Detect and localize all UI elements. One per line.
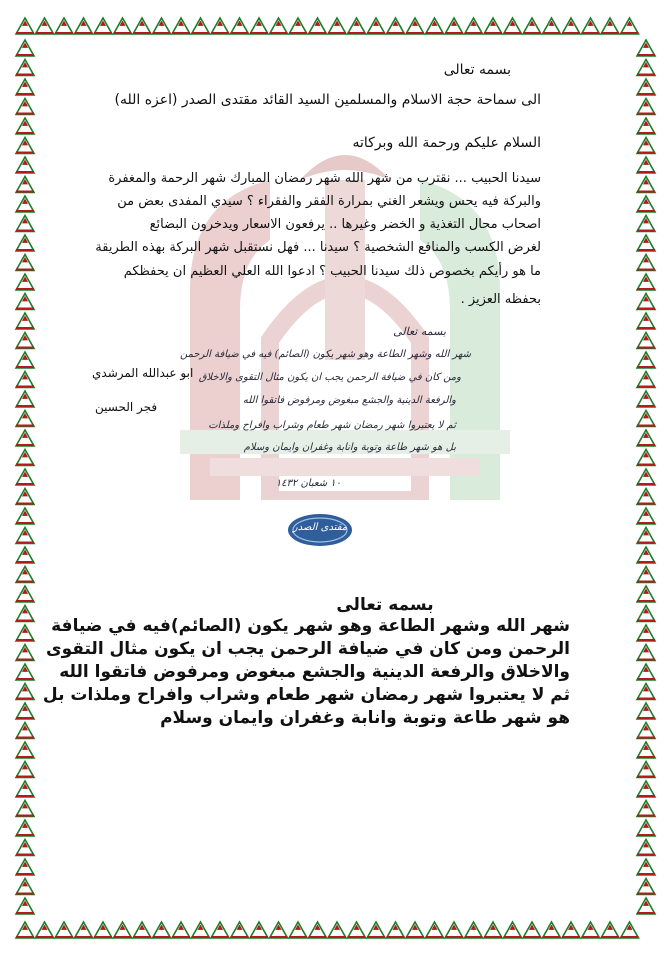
- handwritten-line: شهر الله وشهر الطاعة وهو شهر يكون (الصائم) فيه في ضيافة الرحمن: [180, 349, 471, 360]
- letter-greeting: السلام عليكم ورحمة الله وبركاته: [352, 135, 541, 151]
- transcription-line: شهر الله وشهر الطاعة وهو شهر يكون (الصائم)فيه في ضيافة: [51, 616, 570, 636]
- transcription-line: ثم لا يعتبروا شهر رمضان شهر طعام وشراب وافراح وملذات بل: [42, 685, 570, 705]
- handwritten-date: ١٠ شعبان ١٤٣٢: [275, 478, 341, 489]
- decorative-border-top: [14, 14, 657, 36]
- decorative-border-right: [635, 14, 657, 944]
- transcription-line: والاخلاق والرفعة الدينية والجشع مبغوض ومرفوض فاتقوا الله: [59, 662, 570, 682]
- author-place: فجر الحسين: [95, 400, 158, 414]
- author-name: ابو عبدالله المرشدي: [92, 366, 194, 380]
- letter-body-line: سيدنا الحبيب ... نقترب من شهر الله شهر رمضان المبارك شهر الرحمة والمغفرة: [108, 171, 541, 186]
- decorative-border-left: [14, 14, 36, 944]
- letter-body-line: والبركة فيه يحس ويشعر الغني بمرارة الفقر والفقراء ؟ سيدي المفدى بعض من: [117, 194, 541, 209]
- letter-addressee: الى سماحة حجة الاسلام والمسلمين السيد القائد مقتدى الصدر (اعزه الله): [114, 92, 541, 108]
- letter-basmala: بسمه تعالى: [443, 62, 511, 78]
- handwritten-title: بسمه تعالى: [393, 325, 446, 338]
- letter-body-line: لغرض الكسب والمنافع الشخصية ؟ سيدنا ... فهل نستقبل شهر البركة بهذه الطريقة: [95, 240, 541, 255]
- letter-body-line: بحفظه العزيز .: [460, 292, 541, 307]
- seal-text: مقتدى الصدر: [292, 522, 348, 533]
- transcription-line: هو شهر طاعة وتوبة وانابة وغفران وايمان وسلام: [160, 708, 570, 728]
- decorative-border-bottom: [14, 918, 657, 940]
- transcription-heading: بسمه تعالى: [336, 595, 434, 615]
- handwritten-line: ثم لا يعتبروا شهر رمضان شهر طعام وشراب وافراح وملذات: [208, 420, 456, 431]
- handwritten-line: ومن كان في ضيافة الرحمن يجب ان يكون مثال التقوى والاخلاق: [198, 372, 461, 383]
- handwritten-line: بل هو شهر طاعة وتوبة وانابة وغفران وايمان وسلام: [243, 442, 456, 453]
- handwritten-line: والرفعة الدينية والجشع مبغوض ومرفوض فاتقوا الله: [242, 395, 456, 406]
- transcription-line: الرحمن ومن كان في ضيافة الرحمن يجب ان يكون مثال التقوى: [46, 639, 570, 659]
- letter-body-line: اصحاب محال التغذية و الخضر وغيرها .. يرفعون الاسعار ويدخرون البضائع: [149, 217, 541, 232]
- letter-body-line: ما هو رأيكم بخصوص ذلك سيدنا الحبيب ؟ ادعوا الله العلي العظيم ان يحفظكم: [123, 264, 541, 279]
- transcription-block: [42, 595, 570, 730]
